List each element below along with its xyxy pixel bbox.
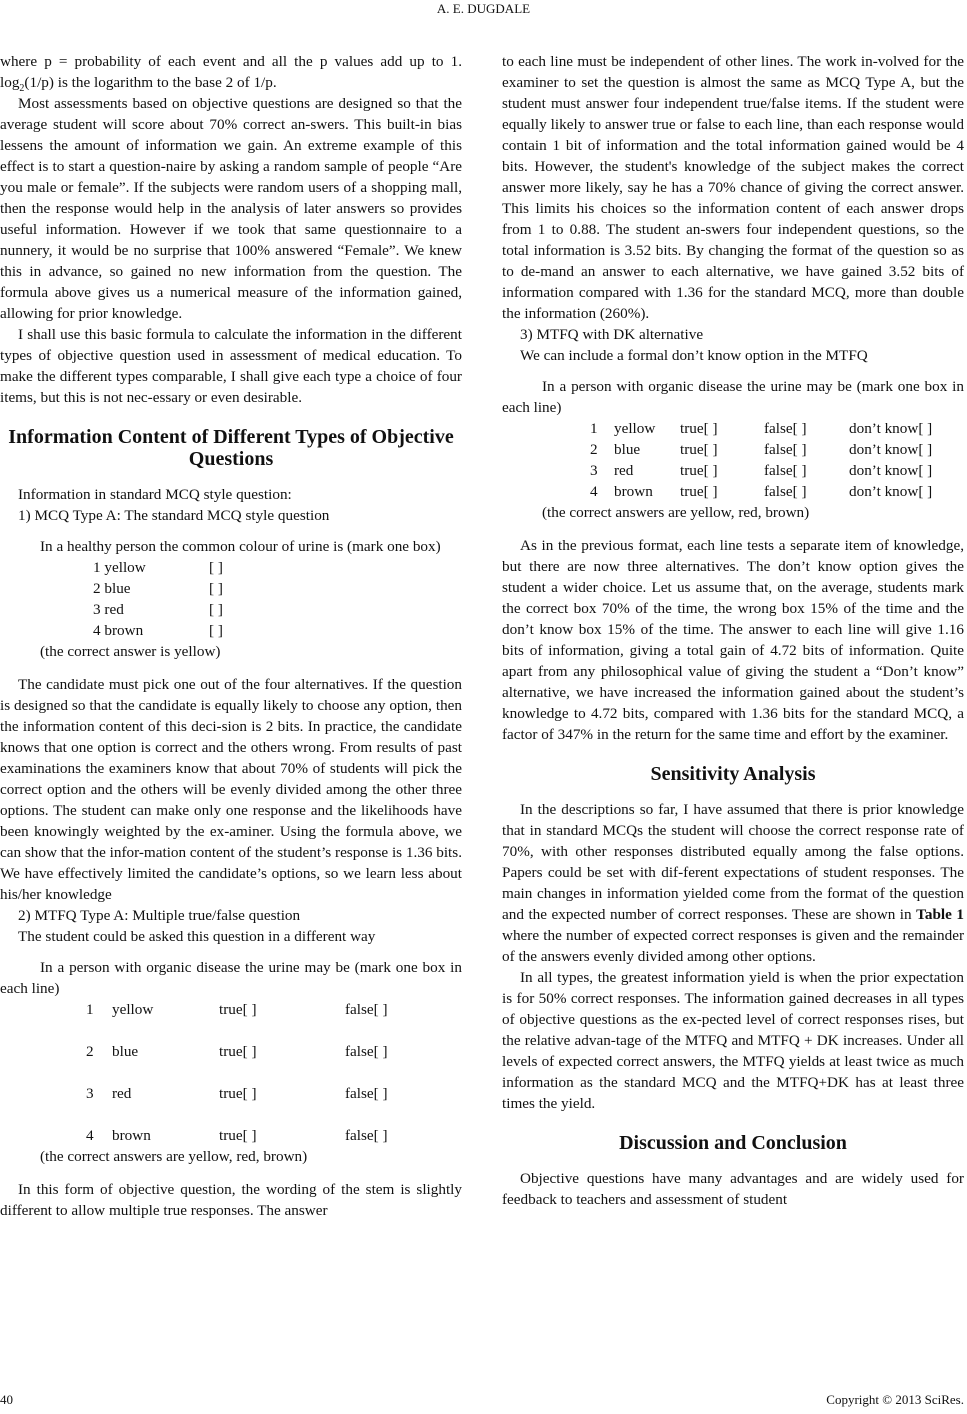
paragraph: where p = probability of each event and all the p values add up to 1. $\log_2(1/p)$ is the logarithm to the base 2 of 1/p. <box>0 53 462 95</box>
paragraph: Objective questions have many advantages and are widely used for feedback to teachers and assessment of student <box>502 1170 964 1208</box>
option-row: 1 yellow true[ ] false[ ] <box>86 1001 388 1018</box>
option-row: 3 red true[ ] false[ ] <box>86 1085 388 1102</box>
paragraph: I shall use this basic formula to calculate the information in the different types of objective question used in assessment of medical education. To make the different types comparable, I shall give each type a choice of four items, but this is not nec-essary or even desirable. <box>0 326 462 406</box>
answer-note: (the correct answers are yellow, red, brown) <box>542 504 810 521</box>
question-stem: In a healthy person the common colour of urine is (mark one box) <box>40 538 441 555</box>
running-head: A. E. DUGDALE <box>436 1 531 16</box>
paragraph: Most assessments based on objective questions are designed so that the average student will score about 70% correct an-swers. This built-in bias lessens the amount of information we gain. An extreme example of this effect is to start a question-naire by asking a random sample of people “Are you male or female”. If the subjects were random users of a shopping mall, then the response would help in the analysis of later answers so provides useful information. However if we took that same questionnaire to a nunnery, it would be no surprise that 100% answered “Female”. We knew this in advance, so gained no new information from the question. The formula above gives us a numerical measure of the information gained, allowing for prior knowledge. <box>0 95 462 322</box>
option-row: 2 blue true[ ] false[ ] don’t know[ ] <box>590 441 933 458</box>
option-row: 4 brown true[ ] false[ ] don’t know[ ] <box>590 483 933 500</box>
table-reference: Table 1 <box>916 906 964 923</box>
tf-options <box>0 999 462 1146</box>
paragraph: The candidate must pick one out of the four alternatives. If the question is designed so that the candidate is equally likely to choose any option, then the information content of this deci-sion is 2 bits. In practice, the candidate knows that one option is correct and the others wrong. From results of past examinations the examiners know that about 70% of students will pick the correct option and the others will be evenly divided among the other three options. The student can make only one response and the likelihoods have been knowingly weighted by the ex-aminer. Using the formula above, we can show that the infor-mation content of the student’s response is 1.36 bits. We have effectively limited the candidate’s options, so we learn less about his/her knowledge <box>0 676 462 903</box>
section-heading: Information Content of Different Types of Objective Questions <box>8 426 454 470</box>
copyright-notice: Copyright © 2013 SciRes. <box>826 1392 964 1407</box>
page-number: 40 <box>0 1392 13 1407</box>
question-stem: In a person with organic disease the urine may be (mark one box in each line) <box>502 378 964 416</box>
option-row: 1 yellow [ ] <box>93 559 223 576</box>
left-column <box>0 51 462 1221</box>
right-column <box>502 51 964 1210</box>
paragraph: to each line must be independent of other lines. The work in-volved for the examiner to set the question is almost the same as MCQ Type A, but the student must answer four independent true/false items. If the student were equally likely to answer true or false to each line, than each response would contain 1 bit of information and the total information gained would be 4 bits. However, the student's knowledge of the subject makes the correct answer more likely, say he has a 70% chance of giving the correct answer. This limits his choices so the information content of each answer drops from 1 to 0.88. The student an-swers four independent questions, so the total information is 3.52 bits. By changing the format of the question so as to de-mand an answer to each alternative, we have gained 3.52 bits of information compared with 1.36 for the standard MCQ, more than double the information (260%). <box>502 53 964 322</box>
option-row: 4 brown [ ] <box>93 622 223 639</box>
text-line: 1) MCQ Type A: The standard MCQ style question <box>18 507 330 524</box>
answer-note: (the correct answers are yellow, red, brown) <box>40 1148 308 1165</box>
mcq-options <box>0 557 462 641</box>
paragraph: In this form of objective question, the wording of the stem is slightly different to allow multiple true responses. The answer <box>0 1181 462 1219</box>
option-row: 4 brown true[ ] false[ ] <box>86 1127 388 1144</box>
question-stem: In a person with organic disease the urine may be (mark one box in each line) <box>0 959 462 997</box>
option-row: 2 blue [ ] <box>93 580 223 597</box>
option-row: 3 red [ ] <box>93 601 223 618</box>
text-line: Information in standard MCQ style question: <box>18 486 292 503</box>
paragraph: In the descriptions so far, I have assumed that there is prior knowledge that in standard MCQs the student will choose the correct response rate of 70%, with other responses distributed equally among the false options. Papers could be set with dif-ferent expectations of student responses. The main changes in information yielded come from the format of the question and the expected number of correct responses. These are shown in Table 1 where the number of expected correct responses is given and the remainder of the answers evenly divided among other options. <box>502 801 964 965</box>
paragraph: In all types, the greatest information yield is when the prior expectation is for 50% correct responses. The information gained decreases in all types of objective questions as the ex-pected level of correct responses rises, but the relative advan-tage of the MTFQ and MTFQ + DK increases. Under all levels of expected correct answers, the MTFQ yields at least twice as much information as the standard MCQ and the MTFQ+DK has at least three times the yield. <box>502 969 964 1112</box>
section-heading: Sensitivity Analysis <box>650 763 816 785</box>
text-line: 2) MTFQ Type A: Multiple true/false question <box>18 907 301 924</box>
answer-note: (the correct answer is yellow) <box>40 643 221 660</box>
option-row: 1 yellow true[ ] false[ ] don’t know[ ] <box>590 420 933 437</box>
text-line: We can include a formal don’t know option in the MTFQ <box>520 347 868 364</box>
text-line: 3) MTFQ with DK alternative <box>520 326 704 343</box>
text-line: The student could be asked this question in a different way <box>18 928 376 945</box>
option-row: 3 red true[ ] false[ ] don’t know[ ] <box>590 462 933 479</box>
section-heading: Discussion and Conclusion <box>619 1132 847 1154</box>
dk-options <box>502 418 964 502</box>
paragraph: As in the previous format, each line tests a separate item of knowledge, but there are now three alternatives. The don’t know option gives the student a wider choice. Let us assume that, on the average, students mark the correct box 70% of the time, the wrong box 15% of the time and the don’t know box 15% of the time. The answer to each line will give 1.16 bits of information, giving a total gain of 4.72 bits of information. Quite apart from any philosophical value of giving the student a “Don’t know” alternative, we have increased the information gained about the student’s knowledge to 4.72 bits, compared with 1.36 bits for the standard MCQ, a factor of 347% in the return for the same time and effort by the examiner. <box>502 537 964 743</box>
option-row: 2 blue true[ ] false[ ] <box>86 1043 388 1060</box>
